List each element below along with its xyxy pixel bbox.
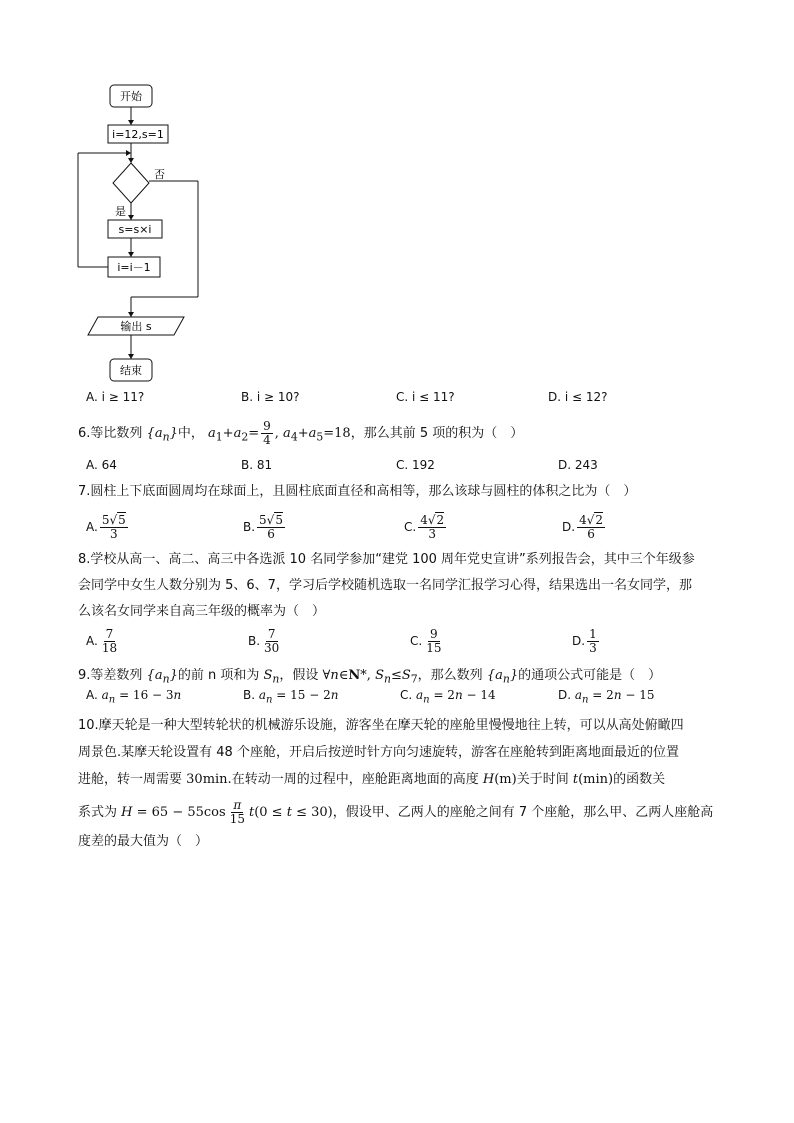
q6-option-a[interactable]: A. 64 bbox=[86, 458, 117, 472]
q6-fraction: $\frac{9}{4}$ bbox=[263, 419, 271, 447]
q7-option-a[interactable]: A. $\frac{5√5}{3}$ bbox=[86, 513, 126, 541]
q8-option-c[interactable]: C. $\frac{9}{15}$ bbox=[410, 627, 442, 655]
q8-option-a[interactable]: A. $\frac{7}{18}$ bbox=[86, 627, 118, 655]
decrement-label: i=i－1 bbox=[117, 261, 151, 274]
q9-options bbox=[86, 688, 726, 712]
q10-line-2: 周景色.某摩天轮设置有 48 个座舱，开启后按逆时针方向匀速旋转，游客在座舱转到距离地面最近的位置 bbox=[78, 745, 679, 760]
q6-seq: $\{a_n\}$ bbox=[146, 426, 178, 444]
q10-line-3: 进舱，转一周需要 30min.在转动一周的过程中，座舱距离地面的高度 H(m)关于时间 t(min)的函数关 bbox=[78, 772, 666, 787]
q8-line-3: 么该名女同学来自高三年级的概率为（ ） bbox=[78, 604, 326, 619]
q7-option-c[interactable]: C. $\frac{4√2}{3}$ bbox=[404, 513, 445, 541]
q6-option-c[interactable]: C. 192 bbox=[396, 458, 435, 472]
q5-option-a[interactable]: A. i ≥ 11? bbox=[86, 390, 145, 404]
q6-mid: 中， bbox=[177, 426, 204, 441]
question-10 bbox=[78, 712, 728, 855]
flowchart bbox=[70, 80, 210, 385]
q6-tail: ，那么其前 5 项的积为（ ） bbox=[350, 426, 524, 441]
q9-option-c[interactable]: C. $a_n = 2n - 14$ bbox=[400, 688, 496, 706]
question-6: 6.等比数列 $\{a_n\}$中， $a_1+a_2=$ $\frac{9}{4}$ , $a_4+a_5=18$，那么其前 5 项的积为（ ） bbox=[78, 419, 524, 447]
end-label: 结束 bbox=[120, 364, 142, 377]
q10-line-1: 10.摩天轮是一种大型转轮状的机械游乐设施，游客坐在摩天轮的座舱里慢慢地往上转，可以从高处俯瞰四 bbox=[78, 718, 684, 733]
q8-option-d[interactable]: D. $\frac{1}{3}$ bbox=[572, 627, 597, 655]
q9-option-a[interactable]: A. $a_n = 16 - 3n$ bbox=[86, 688, 182, 706]
q10-line-5: 度差的最大值为（ ） bbox=[78, 834, 209, 849]
question-9: 9.等差数列 $\{a_n\}$的前 n 项和为 $S_n$，假设 ∀n∈N*, $S_n\le S_7$，那么数列 $\{a_n\}$的通项公式可能是（ ） bbox=[78, 668, 662, 686]
q8-options bbox=[86, 626, 726, 658]
q5-options bbox=[86, 390, 726, 414]
question-7: 7.圆柱上下底面圆周均在球面上，且圆柱底面直径和高相等，那么该球与圆柱的体积之比为（ ） bbox=[78, 484, 637, 499]
q7-options bbox=[86, 506, 726, 546]
q8-line-2: 会同学中女生人数分别为 5、6、7，学习后学校随机选取一名同学汇报学习心得，结果选出一名女同学，那 bbox=[78, 578, 692, 593]
q6-option-d[interactable]: D. 243 bbox=[558, 458, 598, 472]
question-8 bbox=[78, 548, 728, 624]
no-label: 否 bbox=[154, 168, 165, 181]
q7-option-b[interactable]: B. $\frac{5√5}{6}$ bbox=[243, 513, 283, 541]
q8-line-1: 8.学校从高一、高二、高三中各选派 10 名同学参加“建党 100 周年党史宣讲”系列报告会，其中三个年级参 bbox=[78, 552, 695, 567]
init-label: i=12,s=1 bbox=[112, 128, 164, 141]
yes-label: 是 bbox=[115, 205, 126, 218]
q5-option-d[interactable]: D. i ≤ 12? bbox=[548, 390, 608, 404]
multiply-label: s=s×i bbox=[118, 223, 152, 236]
decision-diamond bbox=[113, 163, 149, 203]
q10-line-4: 系式为 H = 65 − 55cos $\frac{\pi}{15}$ t(0 ≤ t ≤ 30)，假设甲、乙两人的座舱之间有 7 个座舱，那么甲、乙两人座舱高 bbox=[78, 798, 714, 826]
q6-options bbox=[86, 458, 726, 482]
output-label: 输出 s bbox=[120, 320, 152, 333]
start-label: 开始 bbox=[120, 90, 142, 103]
q7-option-d[interactable]: D. $\frac{4√2}{6}$ bbox=[562, 513, 603, 541]
q9-option-b[interactable]: B. $a_n = 15 - 2n$ bbox=[243, 688, 339, 706]
q5-option-b[interactable]: B. i ≥ 10? bbox=[241, 390, 300, 404]
q5-option-c[interactable]: C. i ≤ 11? bbox=[396, 390, 455, 404]
q8-option-b[interactable]: B. $\frac{7}{30}$ bbox=[248, 627, 280, 655]
q6-option-b[interactable]: B. 81 bbox=[241, 458, 273, 472]
q9-option-d[interactable]: D. $a_n = 2n - 15$ bbox=[558, 688, 655, 706]
q6-prefix: 6.等比数列 bbox=[78, 426, 143, 441]
